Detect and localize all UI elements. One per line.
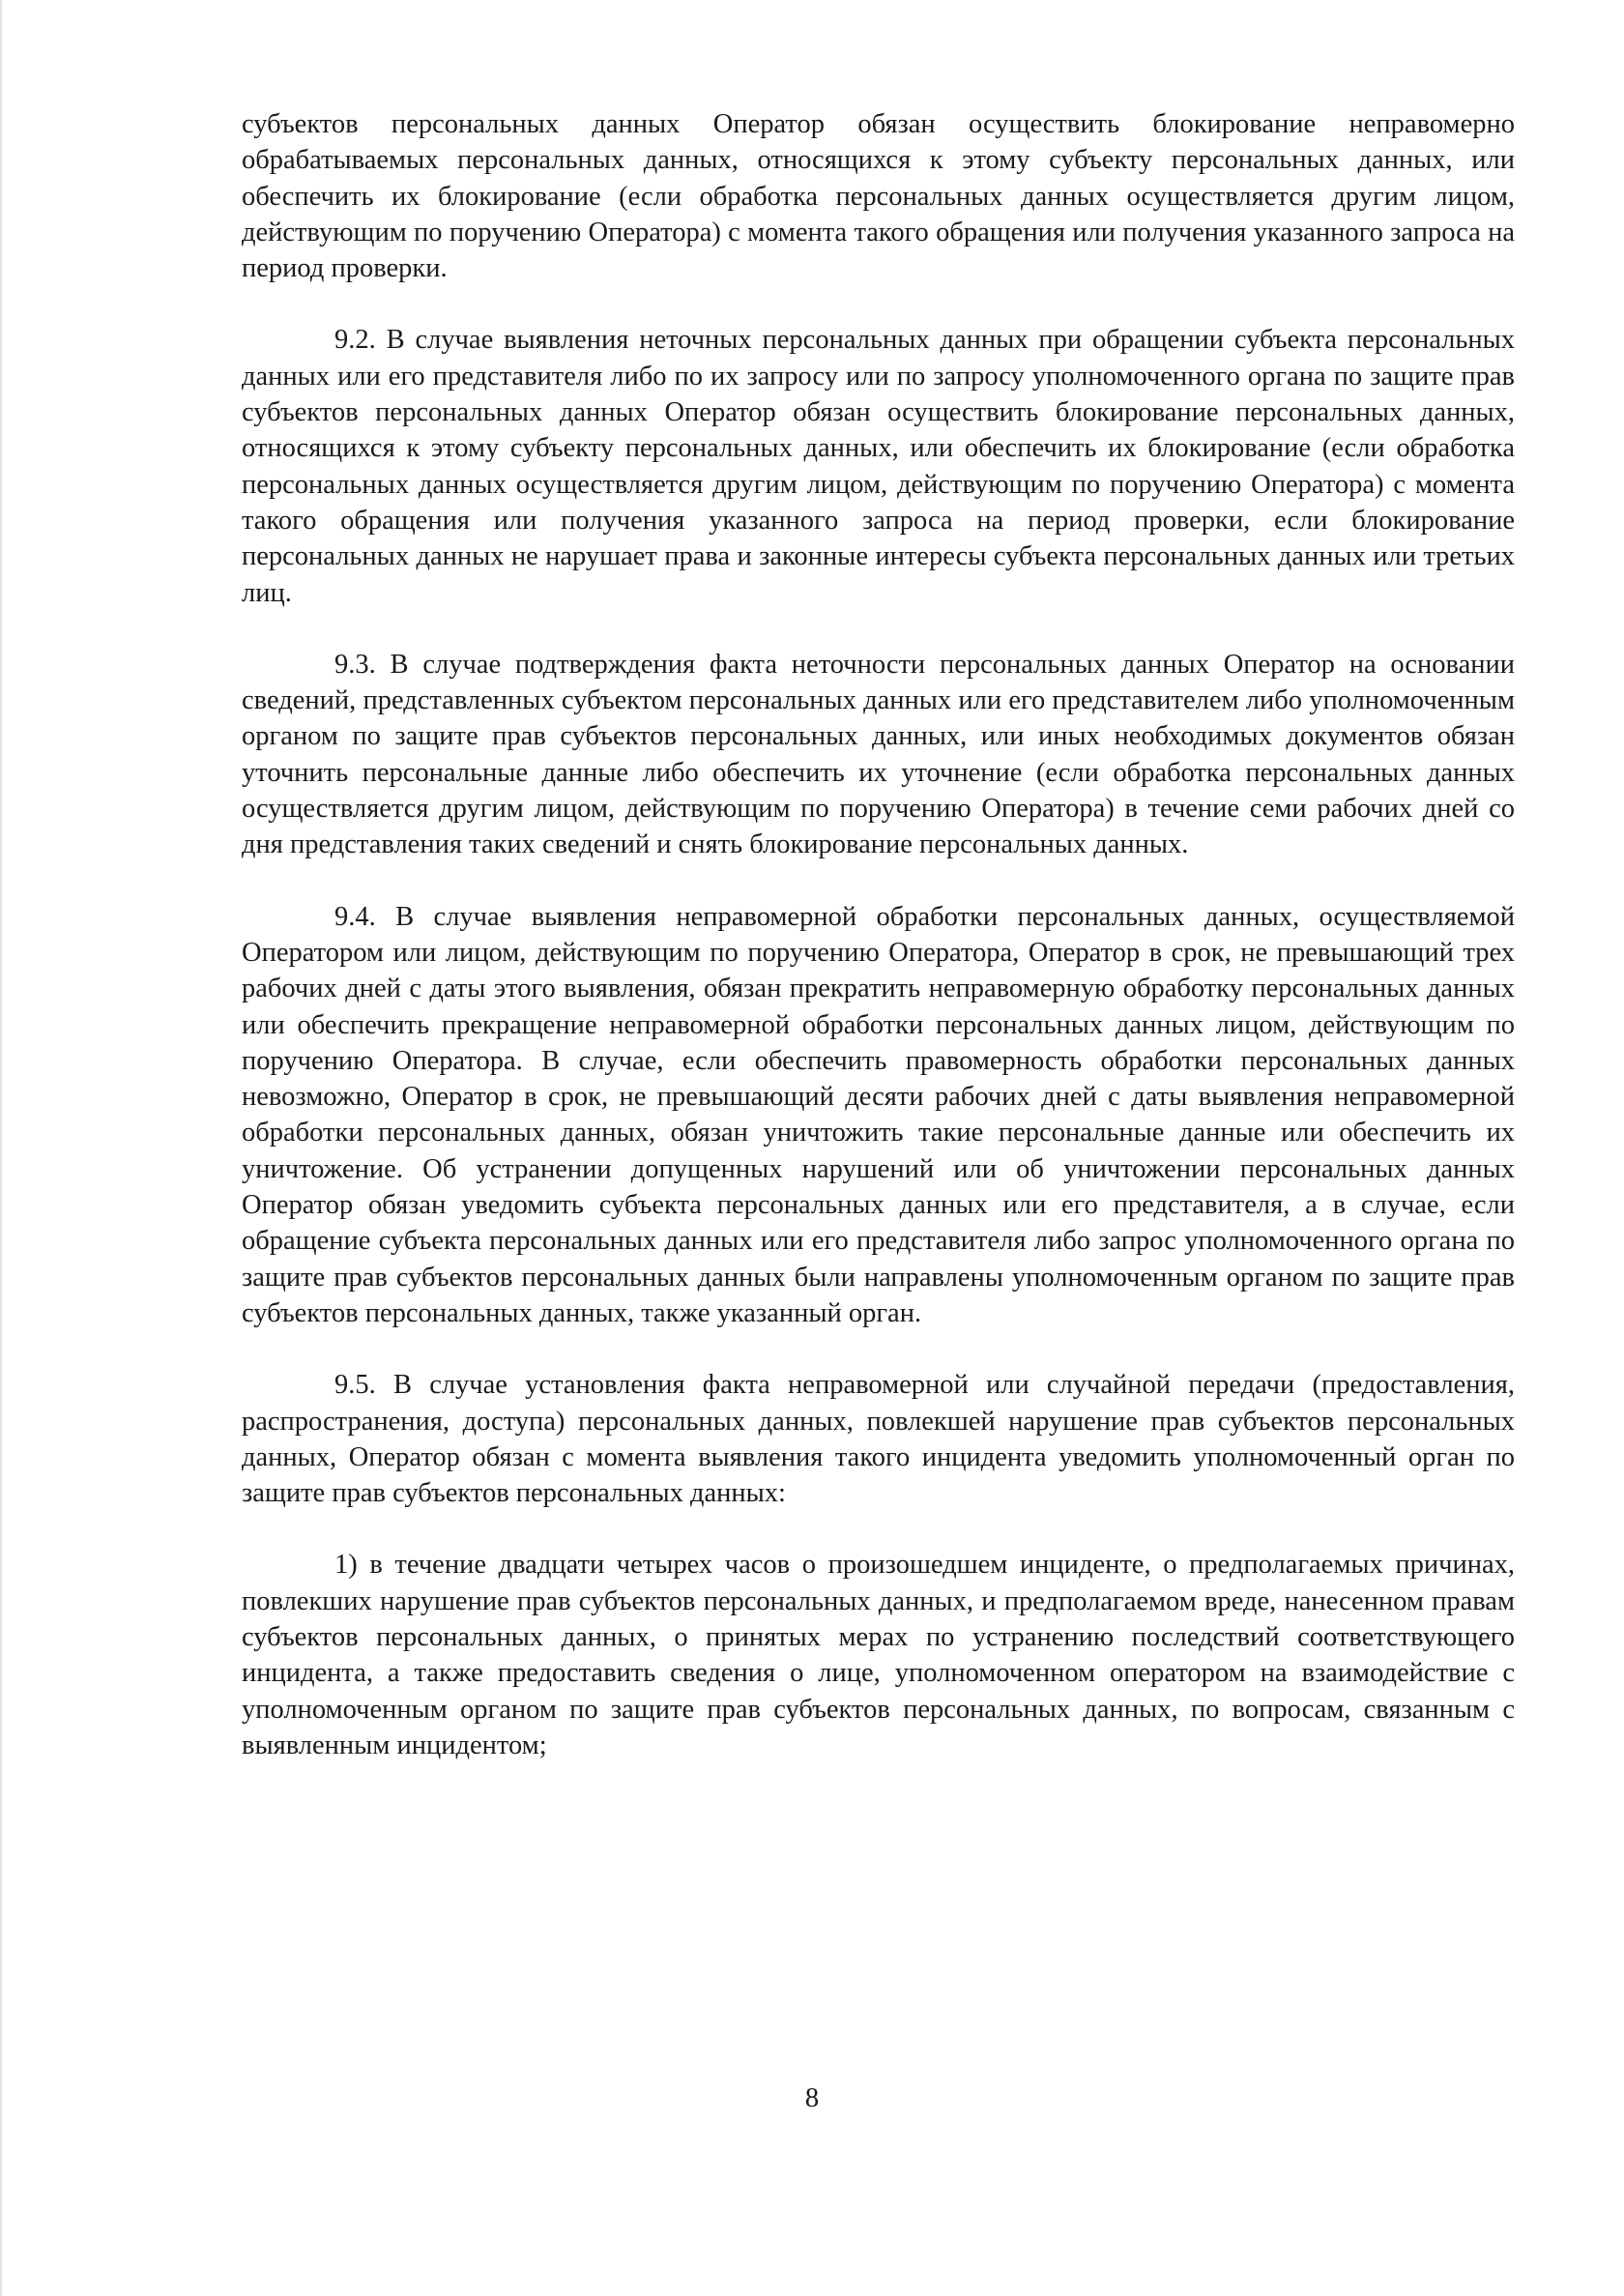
document-body [242,106,1515,1799]
paragraph-9-3: 9.3. В случае подтверждения факта неточности персональных данных Оператор на основании сведений, представленных субъектом персональных данных или его представителем либо уполномоченным органом по защите прав субъектов персональных данных, или иных необходимых документов обязан уточнить персональные данные либо обеспечить их уточнение (если обработка персональных данных осуществляется другим лицом, действующим по поручению Оператора) в течение семи рабочих дней со дня представления таких сведений и снять блокирование персональных данных. [242,649,1515,860]
paragraph-9-4: 9.4. В случае выявления неправомерной обработки персональных данных, осуществляемой Оператором или лицом, действующим по поручению Оператора, Оператор в срок, не превышающий трех рабочих дней с даты этого выявления, обязан прекратить неправомерную обработку персональных данных или обеспечить прекращение неправомерной обработки персональных данных лицом, действующим по поручению Оператора. В случае, если обеспечить правомерность обработки персональных данных невозможно, Оператор в срок, не превышающий десяти рабочих дней с даты выявления неправомерной обработки персональных данных, обязан уничтожить такие персональные данные или обеспечить их уничтожение. Об устранении допущенных нарушений или об уничтожении персональных данных Оператор обязан уведомить субъекта персональных данных или его представителя, а в случае, если обращение субъекта персональных данных или его представителя либо запрос уполномоченного органа по защите прав субъектов персональных данных были направлены уполномоченным органом по защите прав субъектов персональных данных, также указанный орган. [242,901,1515,1328]
paragraph-9-2: 9.2. В случае выявления неточных персональных данных при обращении субъекта персональных данных или его представителя либо по их запросу или по запросу уполномоченного органа по защите прав субъектов персональных данных Оператор обязан осуществить блокирование персональных данных, относящихся к этому субъекту персональных данных, или обеспечить их блокирование (если обработка персональных данных осуществляется другим лицом, действующим по поручению Оператора) с момента такого обращения или получения указанного запроса на период проверки, если блокирование персональных данных не нарушает права и законные интересы субъекта персональных данных или третьих лиц. [242,325,1515,608]
paragraph-continuation: субъектов персональных данных Оператор обязан осуществить блокирование неправомерно обрабатываемых персональных данных, относящихся к этому субъекту персональных данных, или обеспечить их блокирование (если обработка персональных данных осуществляется другим лицом, действующим по поручению Оператора) с момента такого обращения или получения указанного запроса на период проверки. [242,109,1515,284]
page-number: 8 [804,2083,820,2113]
scan-edge-shadow [0,0,3,2296]
paragraph-9-5-item-1: 1) в течение двадцати четырех часов о произошедшем инциденте, о предполагаемых причинах, повлекших нарушение прав субъектов персональных данных, и предполагаемом вреде, нанесенном правам субъектов персональных данных, о принятых мерах по устранению последствий соответствующего инцидента, а также предоставить сведения о лице, уполномоченном оператором на взаимодействие с уполномоченным органом по защите прав субъектов персональных данных, по вопросам, связанным с выявленным инцидентом; [242,1550,1515,1760]
paragraph-9-5: 9.5. В случае установления факта неправомерной или случайной передачи (предоставления, распространения, доступа) персональных данных, повлекшей нарушение прав субъектов персональных данных, Оператор обязан с момента выявления такого инцидента уведомить уполномоченный орган по защите прав субъектов персональных данных: [242,1370,1515,1509]
